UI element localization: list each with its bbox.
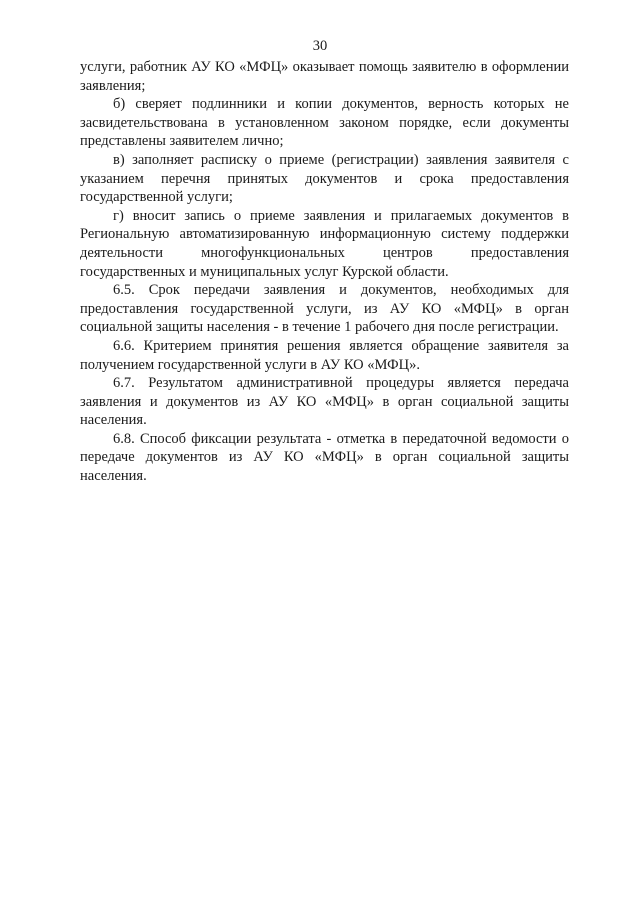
paragraph-continuation: услуги, работник АУ КО «МФЦ» оказывает помощь заявителю в оформлении заявления; <box>80 59 569 94</box>
paragraph-item-g: г) вносит запись о приеме заявления и прилагаемых документов в Региональную автоматизированную информационную систему поддержки деятельности многофункциональных центров предоставления государственных и муниципальных услуг Курской области. <box>80 207 569 280</box>
paragraph-item-b: б) сверяет подлинники и копии документов, верность которых не засвидетельствована в установленном законом порядке, если документы представлены заявителем лично; <box>80 96 569 150</box>
paragraph-6-5: 6.5. Срок передачи заявления и документов, необходимых для предоставления государственной услуги, из АУ КО «МФЦ» в орган социальной защиты населения - в течение 1 рабочего дня после регистрации. <box>80 282 569 336</box>
document-body <box>80 58 569 486</box>
paragraph-6-7: 6.7. Результатом административной процедуры является передача заявления и документов из АУ КО «МФЦ» в орган социальной защиты населения. <box>80 375 569 429</box>
paragraph-item-v: в) заполняет расписку о приеме (регистрации) заявления заявителя с указанием перечня принятых документов и срока предоставления государственной услуги; <box>80 151 569 206</box>
paragraph-6-6: 6.6. Критерием принятия решения является обращение заявителя за получением государственной услуги в АУ КО «МФЦ». <box>80 337 569 373</box>
page-number: 30 <box>312 38 328 54</box>
paragraph-6-8: 6.8. Способ фиксации результата - отметка в передаточной ведомости о передаче документов из АУ КО «МФЦ» в орган социальной защиты населения. <box>80 430 569 485</box>
